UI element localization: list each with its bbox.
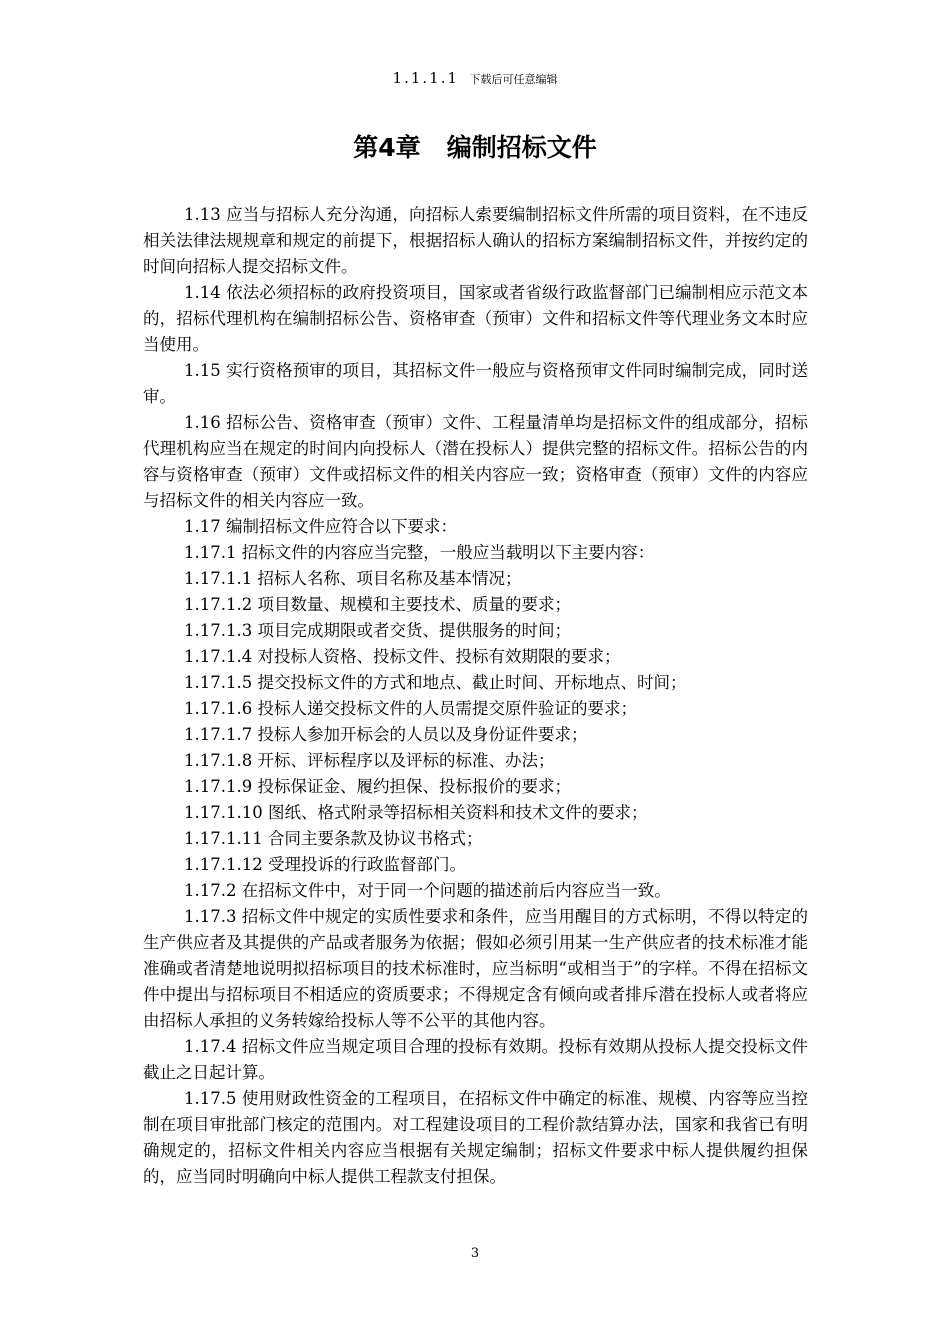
paragraph: 1.15 实行资格预审的项目，其招标文件一般应与资格预审文件同时编制完成，同时送审。 <box>143 361 808 406</box>
paragraph: 1.17.1.11 合同主要条款及协议书格式； <box>184 829 483 848</box>
paragraph: 1.17.1.10 图纸、格式附录等招标相关资料和技术文件的要求； <box>184 803 648 822</box>
paragraph: 1.17.2 在招标文件中，对于同一个问题的描述前后内容应当一致。 <box>184 881 671 900</box>
page-number: 3 <box>470 1246 480 1261</box>
paragraph: 1.17.1.9 投标保证金、履约担保、投标报价的要求； <box>184 777 571 796</box>
paragraph: 1.17.4 招标文件应当规定项目合理的投标有效期。投标有效期从投标人提交投标文件截止之日起计算。 <box>143 1037 808 1082</box>
paragraph: 1.17 编制招标文件应符合以下要求： <box>184 517 457 536</box>
paragraph: 1.17.1.12 受理投诉的行政监督部门。 <box>184 855 466 874</box>
paragraph: 1.17.1 招标文件的内容应当完整，一般应当载明以下主要内容： <box>184 543 655 562</box>
page-header <box>0 68 950 90</box>
chapter-heading: 编制招标文件 <box>446 133 597 162</box>
chapter-title <box>0 130 950 166</box>
paragraph: 1.14 依法必须招标的政府投资项目，国家或者省级行政监督部门已编制相应示范文本的，招标代理机构在编制招标公告、资格审查（预审）文件和招标文件等代理业务文本时应当使用。 <box>143 283 808 354</box>
paragraph: 1.16 招标公告、资格审查（预审）文件、工程量清单均是招标文件的组成部分，招标代理机构应当在规定的时间内向投标人（潜在投标人）提供完整的招标文件。招标公告的内容与资格审查（预审）文件或招标文件的相关内容应一致；资格审查（预审）文件的内容应与招标文件的相关内容应一致。 <box>143 413 808 510</box>
document-body <box>143 202 808 1190</box>
paragraph: 1.17.1.2 项目数量、规模和主要技术、质量的要求； <box>184 595 571 614</box>
paragraph: 1.17.1.1 招标人名称、项目名称及基本情况； <box>184 569 522 588</box>
chapter-number: 第4章 <box>353 133 421 162</box>
paragraph: 1.17.1.4 对投标人资格、投标文件、投标有效期限的要求； <box>184 647 621 666</box>
paragraph: 1.17.1.6 投标人递交投标文件的人员需提交原件验证的要求； <box>184 699 637 718</box>
paragraph: 1.17.1.7 投标人参加开标会的人员以及身份证件要求； <box>184 725 588 744</box>
paragraph: 1.17.3 招标文件中规定的实质性要求和条件，应当用醒目的方式标明，不得以特定的生产供应者及其提供的产品或者服务为依据；假如必须引用某一生产供应者的技术标准才能准确或者清楚地说明拟招标项目的技术标准时，应当标明“或相当于”的字样。不得在招标文件中提出与招标项目不相适应的资质要求；不得规定含有倾向或者排斥潜在投标人或者将应由招标人承担的义务转嫁给投标人等不公平的其他内容。 <box>143 907 808 1030</box>
paragraph: 1.17.1.5 提交投标文件的方式和地点、截止时间、开标地点、时间； <box>184 673 687 692</box>
paragraph: 1.13 应当与招标人充分沟通，向招标人索要编制招标文件所需的项目资料，在不违反相关法律法规规章和规定的前提下，根据招标人确认的招标方案编制招标文件，并按约定的时间向招标人提交招标文件。 <box>143 205 808 276</box>
paragraph: 1.17.1.8 开标、评标程序以及评标的标准、办法； <box>184 751 555 770</box>
paragraph: 1.17.5 使用财政性资金的工程项目，在招标文件中确定的标准、规模、内容等应当控制在项目审批部门核定的范围内。对工程建设项目的工程价款结算办法，国家和我省已有明确规定的，招标文件相关内容应当根据有关规定编制；招标文件要求中标人提供履约担保的，应当同时明确向中标人提供工程款支付担保。 <box>143 1089 808 1186</box>
paragraph: 1.17.1.3 项目完成期限或者交货、提供服务的时间； <box>184 621 571 640</box>
header-note: 下载后可任意编辑 <box>469 73 558 86</box>
header-number: 1.1.1.1 <box>392 69 460 87</box>
